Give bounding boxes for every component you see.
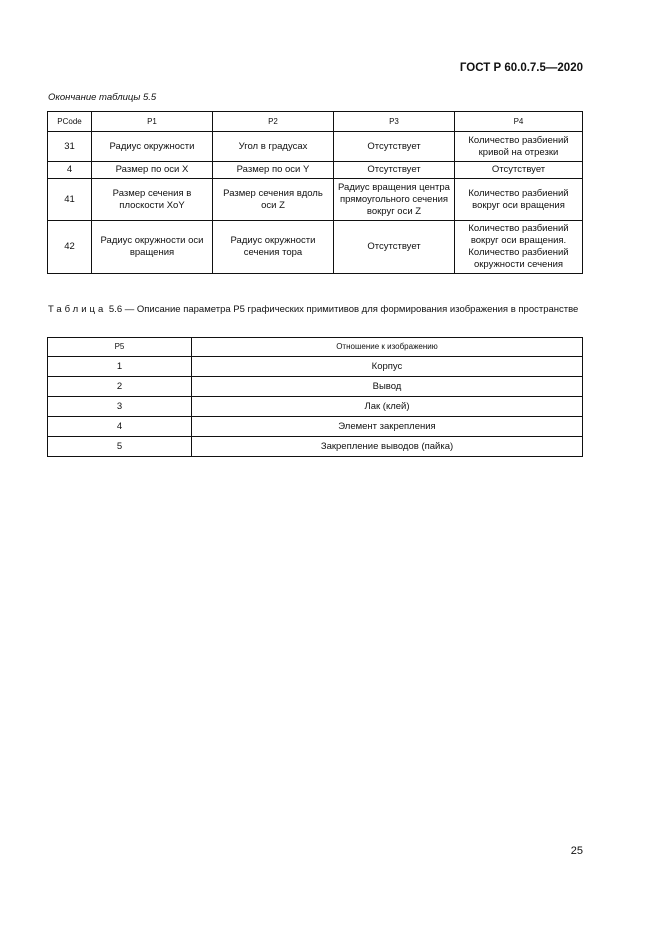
table-row bbox=[48, 162, 583, 179]
table-cell: Корпус bbox=[192, 357, 583, 377]
table-cell: 31 bbox=[48, 132, 92, 162]
table-cell: 1 bbox=[48, 357, 192, 377]
table-caption-label: Таблица bbox=[48, 304, 107, 315]
table-row bbox=[48, 221, 583, 274]
column-header: P3 bbox=[334, 112, 455, 132]
table-cell: Количество разбиений кривой на отрезки bbox=[455, 132, 583, 162]
table-header-row bbox=[48, 112, 583, 132]
column-header: P5 bbox=[48, 338, 192, 357]
table-cell: 42 bbox=[48, 221, 92, 274]
table-cell: 3 bbox=[48, 397, 192, 417]
table-cell: Лак (клей) bbox=[192, 397, 583, 417]
table-cell: Радиус окружности bbox=[92, 132, 213, 162]
document-id: ГОСТ Р 60.0.7.5—2020 bbox=[459, 62, 583, 74]
column-header: P1 bbox=[92, 112, 213, 132]
table-cell: Отсутствует bbox=[334, 221, 455, 274]
table-cell: Размер по оси Y bbox=[213, 162, 334, 179]
table-row bbox=[48, 397, 583, 417]
table-cell: 2 bbox=[48, 377, 192, 397]
p5-description-table bbox=[47, 337, 583, 457]
table-row bbox=[48, 437, 583, 457]
table-cell: Отсутствует bbox=[334, 132, 455, 162]
table-cell: Радиус окружности сечения тора bbox=[213, 221, 334, 274]
table-row bbox=[48, 357, 583, 377]
parameters-table bbox=[47, 111, 583, 274]
table-cell: Угол в градусах bbox=[213, 132, 334, 162]
table-cell: Радиус окружности оси вращения bbox=[92, 221, 213, 274]
table-cell: 41 bbox=[48, 179, 92, 221]
table-row bbox=[48, 417, 583, 437]
table-header-row bbox=[48, 338, 583, 357]
table-cell: Размер сечения вдоль оси Z bbox=[213, 179, 334, 221]
table-caption-text: 5.6 — Описание параметра P5 графических примитивов для формирования изображения в пространстве bbox=[108, 304, 579, 315]
table-cell: Размер сечения в плоскости XoY bbox=[92, 179, 213, 221]
table-cell: Радиус вращения центра прямоугольного сечения вокруг оси Z bbox=[334, 179, 455, 221]
table-caption bbox=[48, 304, 583, 316]
table-row bbox=[48, 179, 583, 221]
table-cell: Отсутствует bbox=[455, 162, 583, 179]
table-caption: Окончание таблицы 5.5 bbox=[48, 92, 157, 103]
table-cell: Количество разбиений вокруг оси вращения bbox=[455, 179, 583, 221]
table-cell: Количество разбиений вокруг оси вращения. Количество разбиений окружности сечения bbox=[455, 221, 583, 274]
column-header: Отношение к изображению bbox=[192, 338, 583, 357]
column-header: P4 bbox=[455, 112, 583, 132]
page-number: 25 bbox=[570, 845, 583, 857]
table-cell: Закрепление выводов (пайка) bbox=[192, 437, 583, 457]
table-row bbox=[48, 132, 583, 162]
table-cell: Элемент закрепления bbox=[192, 417, 583, 437]
table-cell: 5 bbox=[48, 437, 192, 457]
table-cell: 4 bbox=[48, 417, 192, 437]
column-header: PCode bbox=[48, 112, 92, 132]
column-header: P2 bbox=[213, 112, 334, 132]
table-cell: Вывод bbox=[192, 377, 583, 397]
table-cell: 4 bbox=[48, 162, 92, 179]
table-cell: Размер по оси X bbox=[92, 162, 213, 179]
table-cell: Отсутствует bbox=[334, 162, 455, 179]
table-row bbox=[48, 377, 583, 397]
